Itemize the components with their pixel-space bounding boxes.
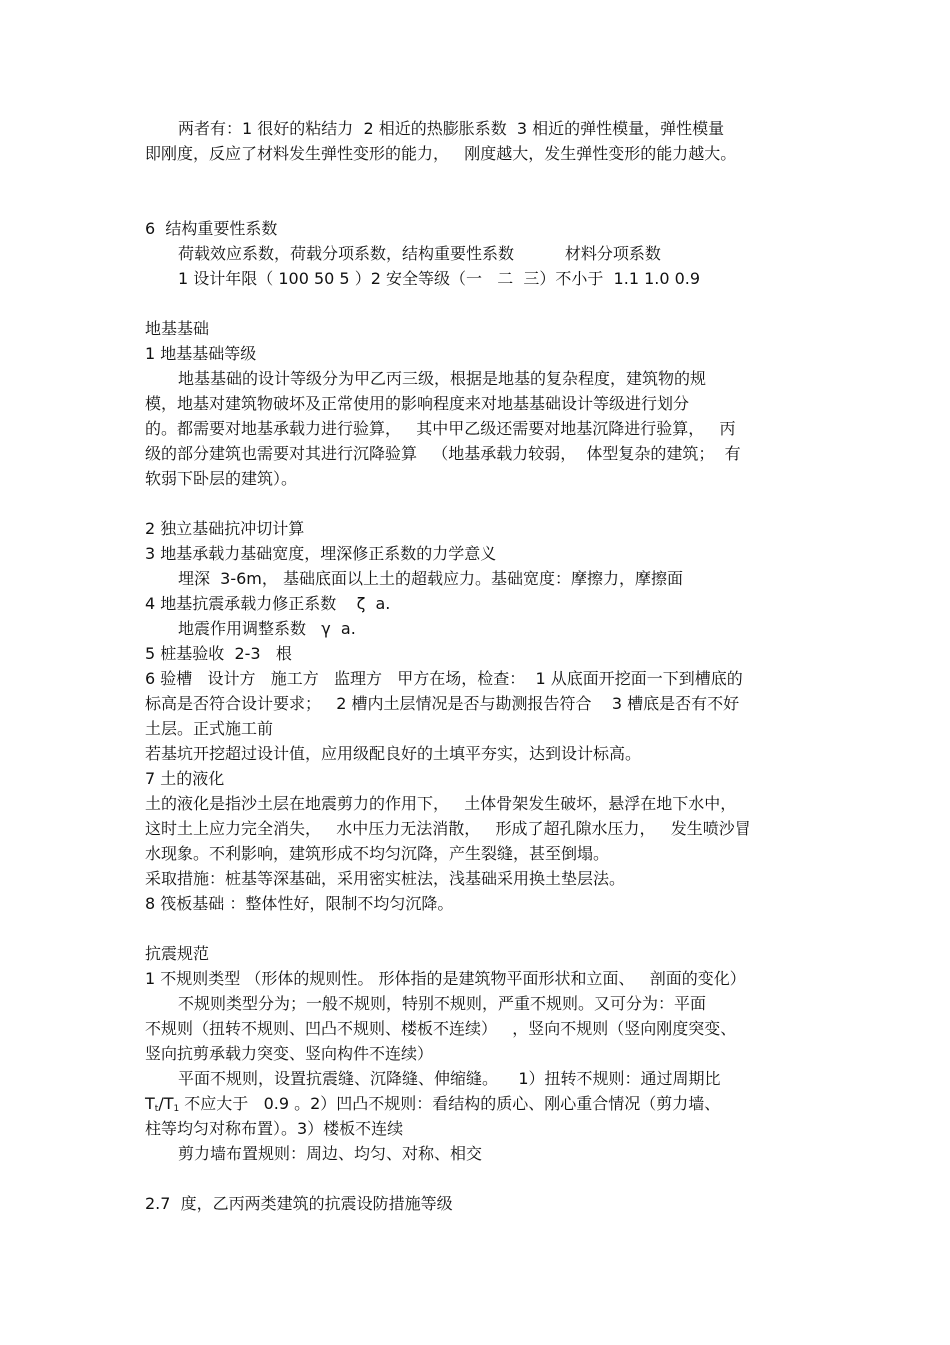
text-line: 不规则（扭转不规则、凹凸不规则、楼板不连续） ，竖向不规则（竖向刚度突变、 bbox=[145, 1019, 737, 1038]
text-line: 标高是否符合设计要求； 2 槽内土层情况是否与勘测报告符合 3 槽底是否有不好 bbox=[145, 694, 740, 713]
period-symbol-slash-t: /T bbox=[158, 1094, 174, 1113]
section-heading: 地基基础 bbox=[145, 319, 210, 338]
text-line: 7 土的液化 bbox=[145, 769, 225, 788]
text-line: 6 验槽 设计方 施工方 监理方 甲方在场，检查： 1 从底面开挖面一下到槽底的 bbox=[145, 669, 743, 688]
text-line: 级的部分建筑也需要对其进行沉降验算 （地基承载力较弱， 体型复杂的建筑； 有 bbox=[145, 444, 741, 463]
text-line: 5 桩基验收 2-3 根 bbox=[145, 644, 292, 663]
text-line: 即刚度，反应了材料发生弹性变形的能力， 刚度越大，发生弹性变形的能力越大。 bbox=[145, 144, 737, 163]
text-line: 剪力墙布置规则：周边、均匀、对称、相交 bbox=[178, 1144, 483, 1163]
period-subscript-t: t bbox=[154, 1104, 159, 1114]
text-line: 地基基础的设计等级分为甲乙丙三级，根据是地基的复杂程度，建筑物的规 bbox=[178, 369, 707, 388]
text-line: 平面不规则，设置抗震缝、沉降缝、伸缩缝。 1）扭转不规则：通过周期比 bbox=[178, 1069, 721, 1088]
text-line: 的。都需要对地基承载力进行验算， 其中甲乙级还需要对地基沉降进行验算， 丙 bbox=[145, 419, 736, 438]
text-line: 若基坑开挖超过设计值，应用级配良好的土填平夯实，达到设计标高。 bbox=[145, 744, 642, 763]
text-line: 采取措施：桩基等深基础，采用密实桩法，浅基础采用换土垫层法。 bbox=[145, 869, 626, 888]
text-line: 3 地基承载力基础宽度，埋深修正系数的力学意义 bbox=[145, 544, 497, 563]
text-line: 2 独立基础抗冲切计算 bbox=[145, 519, 305, 538]
text-line: 4 地基抗震承载力修正系数 ζ a. bbox=[145, 594, 391, 613]
text-line: 两者有：1 很好的粘结力 2 相近的热膨胀系数 3 相近的弹性模量，弹性模量 bbox=[178, 119, 725, 138]
period-subscript-1: 1 bbox=[173, 1104, 180, 1114]
text-line: 1 设计年限（ 100 50 5 ）2 安全等级（一 二 三）不小于 1.1 1.0 0.9 bbox=[178, 269, 701, 288]
text-line: 土层。正式施工前 bbox=[145, 719, 274, 738]
period-ratio-text: 不应大于 0.9 。2）凹凸不规则：看结构的质心、刚心重合情况（剪力墙、 bbox=[179, 1094, 721, 1113]
text-line: 柱等均匀对称布置）。3）楼板不连续 bbox=[145, 1119, 404, 1138]
text-line: 地震作用调整系数 γ a. bbox=[178, 619, 356, 638]
text-line: 8 筏板基础 ：整体性好，限制不均匀沉降。 bbox=[145, 894, 454, 913]
period-symbol-t: T bbox=[145, 1094, 155, 1113]
text-line: 1 不规则类型 （形体的规则性。 形体指的是建筑物平面形状和立面、 剖面的变化） bbox=[145, 969, 746, 988]
section-heading: 抗震规范 bbox=[145, 944, 210, 963]
text-line: 2.7 度，乙丙两类建筑的抗震设防措施等级 bbox=[145, 1194, 453, 1213]
text-line: 水现象。不利影响，建筑形成不均匀沉降，产生裂缝，甚至倒塌。 bbox=[145, 844, 610, 863]
section-heading: 6 结构重要性系数 bbox=[145, 219, 278, 238]
text-line: 埋深 3-6m， 基础底面以上土的超载应力。基础宽度：摩擦力，摩擦面 bbox=[178, 569, 683, 588]
text-line: 1 地基基础等级 bbox=[145, 344, 257, 363]
text-line: 不规则类型分为；一般不规则，特别不规则，严重不规则。又可分为：平面 bbox=[178, 994, 707, 1013]
text-line bbox=[145, 1094, 720, 1114]
text-line: 土的液化是指沙土层在地震剪力的作用下， 土体骨架发生破坏，悬浮在地下水中， bbox=[145, 794, 737, 813]
text-line: 竖向抗剪承载力突变、竖向构件不连续） bbox=[145, 1044, 434, 1063]
text-line: 软弱下卧层的建筑）。 bbox=[145, 469, 298, 488]
text-line: 模，地基对建筑物破坏及正常使用的影响程度来对地基基础设计等级进行划分 bbox=[145, 394, 690, 413]
text-line: 荷载效应系数，荷载分项系数，结构重要性系数 材料分项系数 bbox=[178, 244, 661, 263]
text-line: 这时土上应力完全消失， 水中压力无法消散， 形成了超孔隙水压力， 发生喷沙冒 bbox=[145, 819, 751, 838]
